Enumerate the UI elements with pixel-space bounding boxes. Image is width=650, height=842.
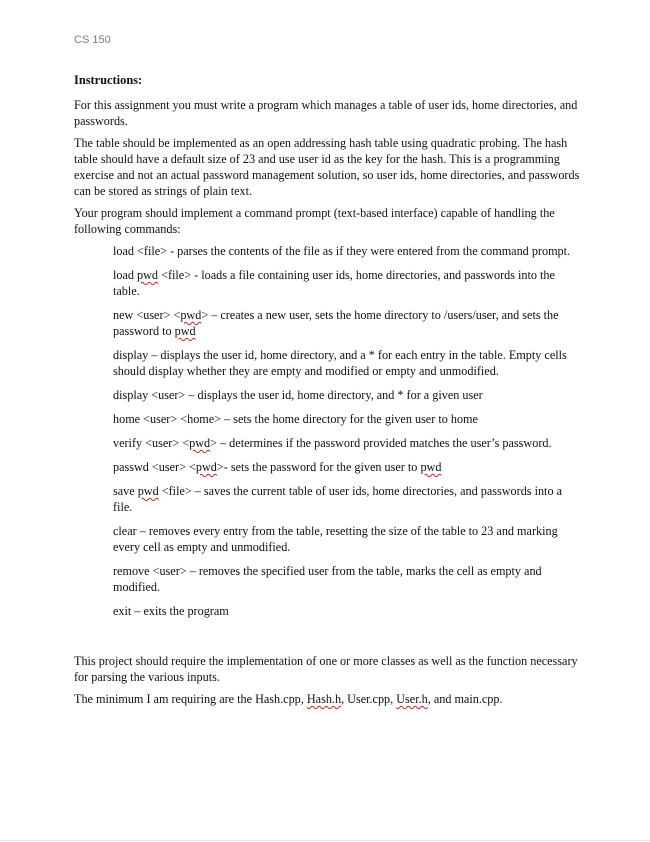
text-span: > – creates a new user, sets the home directory to /users/user, and sets the password to xyxy=(113,308,559,338)
text-span: passwd <user> < xyxy=(113,460,196,474)
text-span: , User.cpp, xyxy=(341,692,397,706)
command-load-pwd xyxy=(113,267,583,299)
spacer xyxy=(74,627,582,653)
page-bottom-divider xyxy=(0,840,650,841)
command-passwd xyxy=(113,459,583,475)
command-home: home <user> <home> – sets the home directory for the given user to home xyxy=(113,412,478,426)
classes-paragraph: This project should require the implementation of one or more classes as well as the function necessary for parsing the various inputs. xyxy=(74,654,578,684)
text-span: The minimum I am requiring are the Hash.cpp, xyxy=(74,692,307,706)
instructions-heading: Instructions: xyxy=(74,73,143,87)
hash-table-paragraph: The table should be implemented as an open addressing hash table using quadratic probing. The hash table should have a default size of 23 and use user id as the key for the hash. This is a programming exercise and not an actual password management solution, so user ids, home directories, and passwords can be stored as strings of plain text. xyxy=(74,136,580,198)
text-span: <file> – saves the current table of user ids, home directories, and passwords into a file. xyxy=(113,484,562,514)
spellcheck-word: pwd xyxy=(137,268,159,282)
text-span: new <user> < xyxy=(113,308,181,322)
command-remove: remove <user> – removes the specified user from the table, marks the cell as empty and modified. xyxy=(113,564,542,594)
spellcheck-word: pwd xyxy=(137,484,159,498)
text-span: load xyxy=(113,268,138,282)
text-span: >- sets the password for the given user to xyxy=(216,460,421,474)
spellcheck-word: User.h xyxy=(396,692,428,706)
command-exit: exit – exits the program xyxy=(113,604,229,618)
requirements-paragraph xyxy=(74,691,582,707)
command-clear: clear – removes every entry from the table, resetting the size of the table to 23 and marking every cell as empty and unmodified. xyxy=(113,524,558,554)
command-verify xyxy=(113,435,583,451)
spellcheck-word: pwd xyxy=(174,324,196,338)
command-save xyxy=(113,483,583,515)
intro-paragraph: For this assignment you must write a program which manages a table of user ids, home directories, and passwords. xyxy=(74,98,578,128)
spellcheck-word: pwd xyxy=(189,436,211,450)
spellcheck-word: pwd xyxy=(195,460,217,474)
command-display-user: display <user> – displays the user id, home directory, and * for a given user xyxy=(113,388,483,402)
spellcheck-word: Hash.h xyxy=(306,692,342,706)
command-load-file: load <file> - parses the contents of the file as if they were entered from the command prompt. xyxy=(113,244,571,258)
spellcheck-word: pwd xyxy=(420,460,442,474)
text-span: <file> - loads a file containing user ids, home directories, and passwords into the table. xyxy=(113,268,555,298)
command-display: display – displays the user id, home directory, and a * for each entry in the table. Empty cells should display whether they are empty and modified or empty and unmodified. xyxy=(113,348,567,378)
text-span: save xyxy=(113,484,138,498)
command-list xyxy=(113,243,583,619)
text-span: verify <user> < xyxy=(113,436,190,450)
document-body xyxy=(74,72,582,713)
text-span: , and main.cpp. xyxy=(427,692,503,706)
spellcheck-word: pwd xyxy=(180,308,202,322)
command-new-user xyxy=(113,307,583,339)
course-header: CS 150 xyxy=(74,34,111,46)
text-span: > – determines if the password provided matches the user’s password. xyxy=(210,436,552,450)
command-prompt-paragraph: Your program should implement a command prompt (text-based interface) capable of handling the following commands: xyxy=(74,206,555,236)
